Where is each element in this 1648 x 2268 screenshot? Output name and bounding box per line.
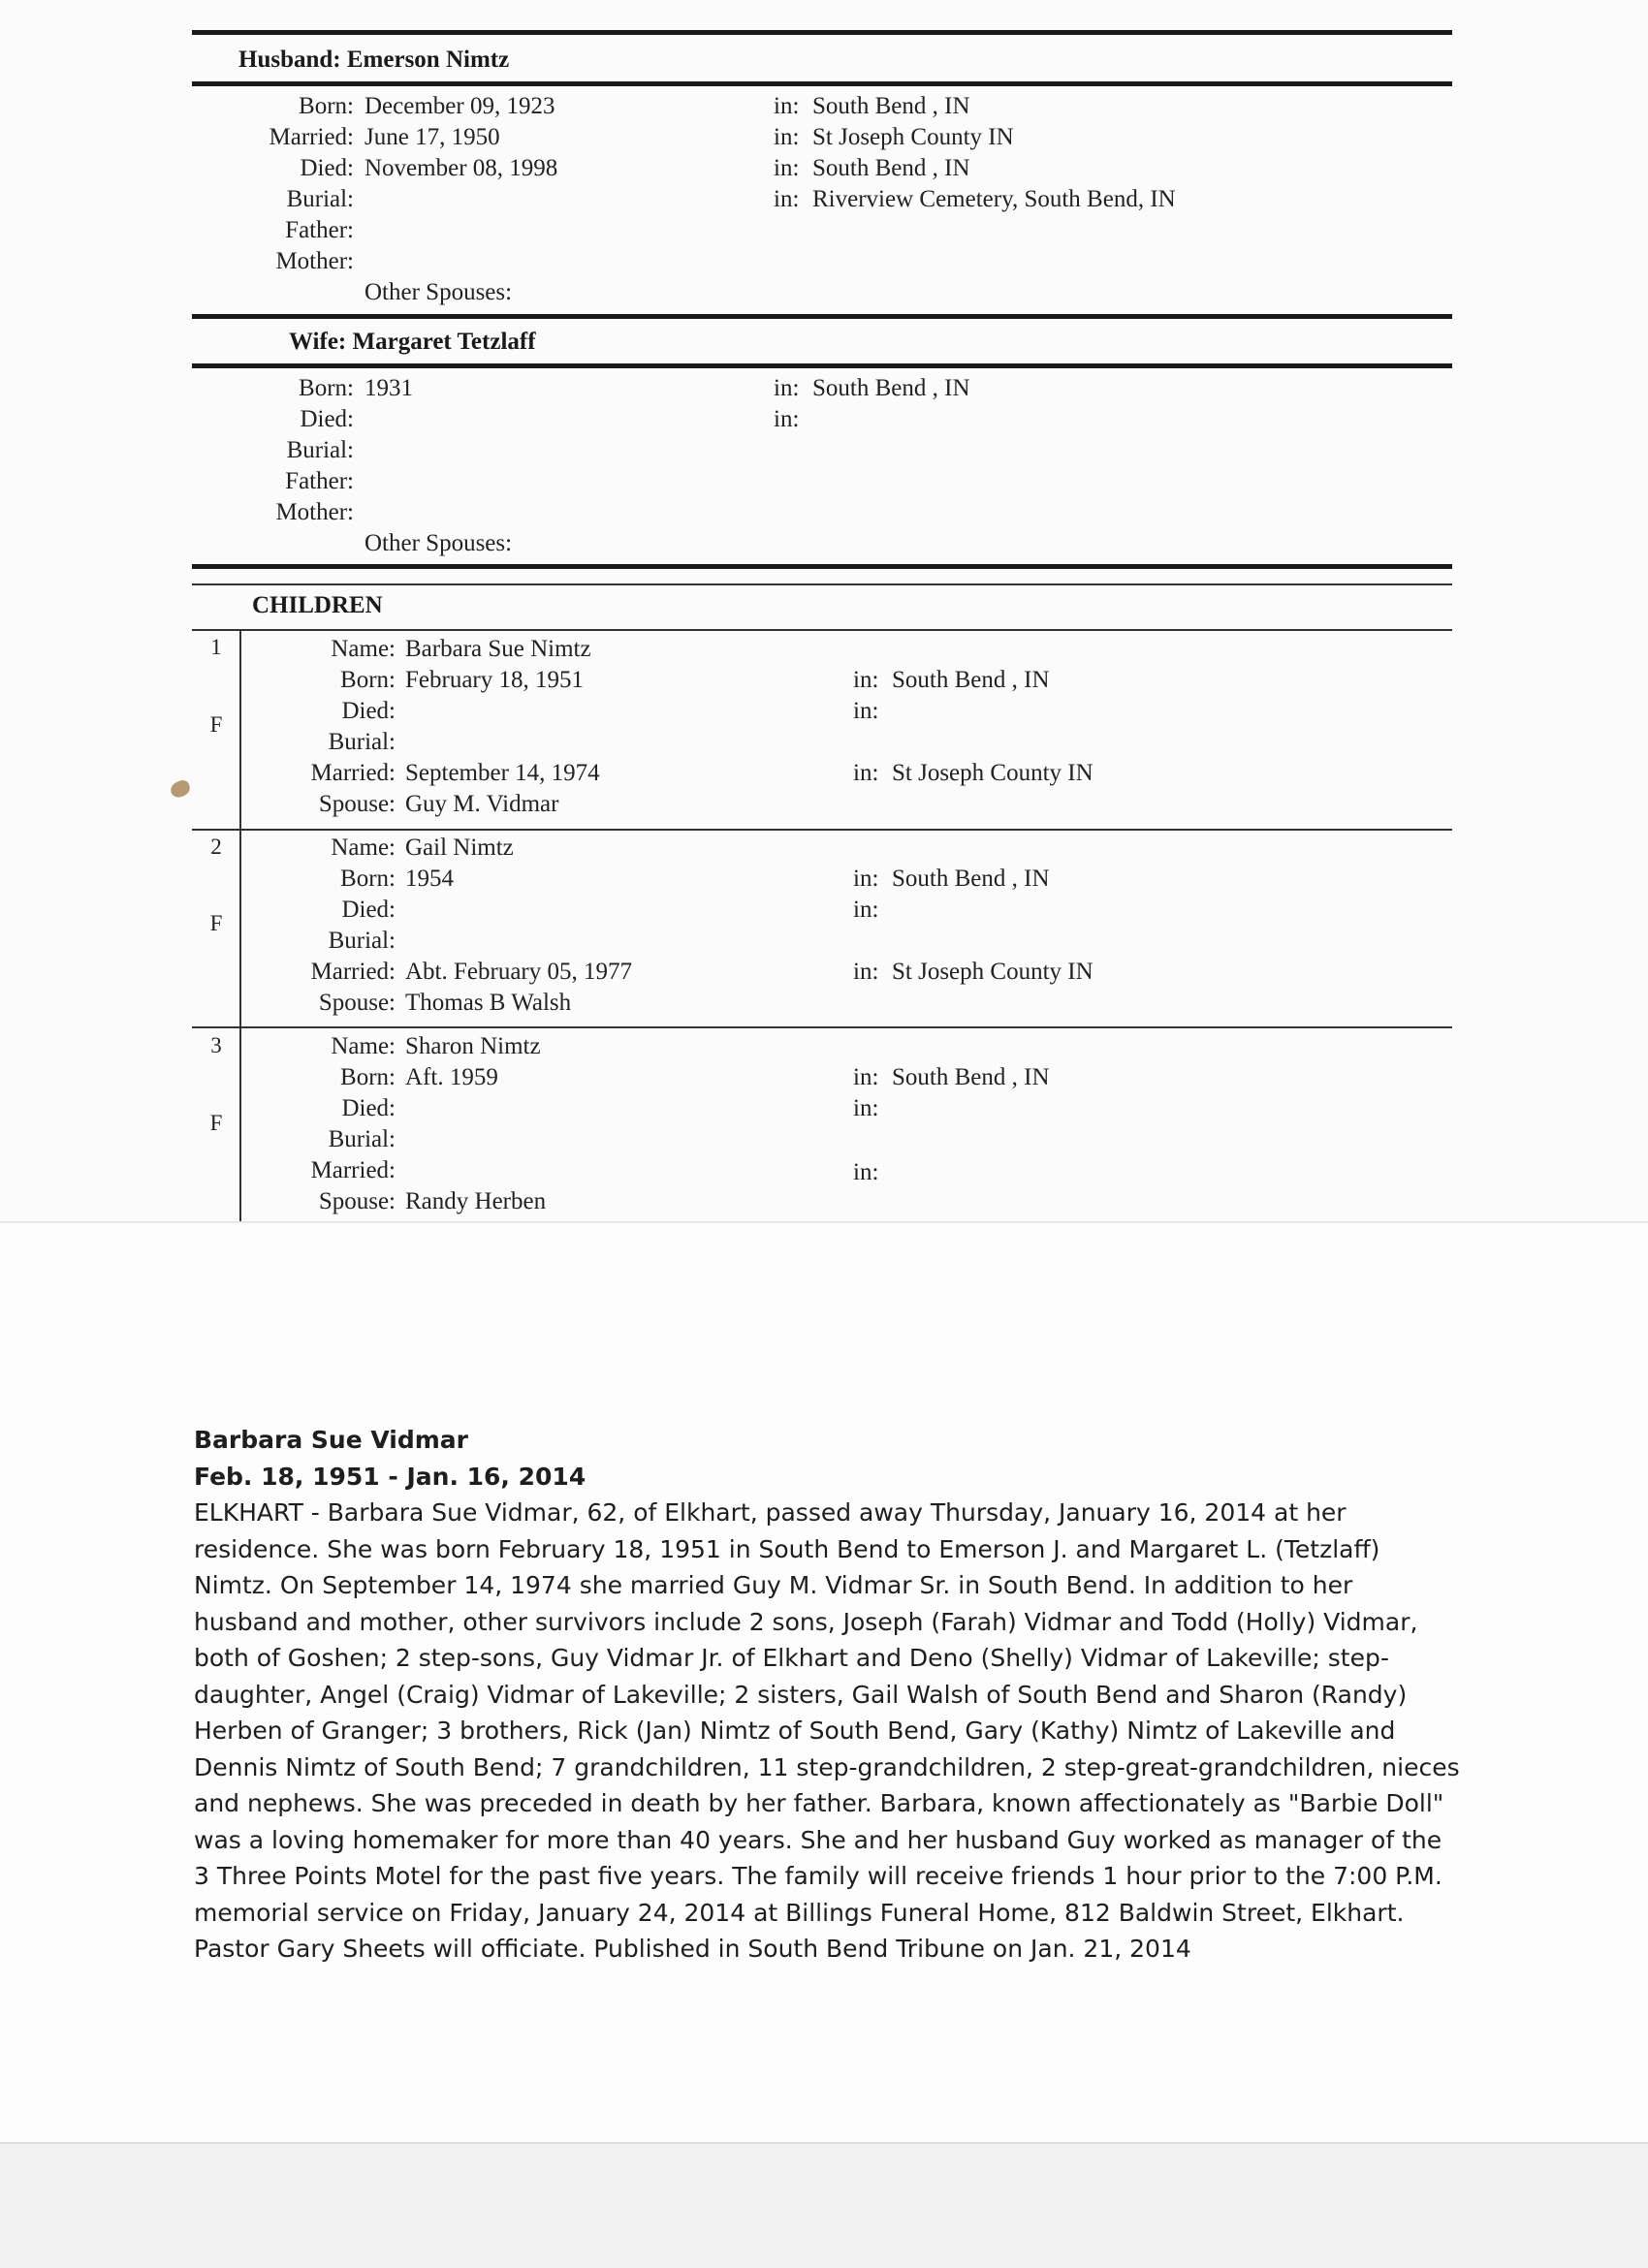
children-header-rule (192, 629, 1452, 631)
wife-header-rule (192, 363, 1452, 368)
obituary (194, 1422, 1464, 1968)
husband-name: Emerson Nimtz (346, 47, 510, 73)
child-spouse-value: Thomas B Walsh (405, 990, 572, 1016)
wife-header (289, 329, 536, 356)
obituary-dates: Feb. 18, 1951 - Jan. 16, 2014 (194, 1462, 586, 1491)
husband-other-spouses-label: Other Spouses: (364, 279, 513, 305)
wife-died-in: in: (774, 406, 800, 432)
child-sex: F (209, 911, 223, 935)
child-born-value: Aft. 1959 (405, 1064, 498, 1090)
husband-header-rule (192, 81, 1452, 86)
wife-born-value: 1931 (364, 375, 413, 401)
paper-stain (169, 778, 192, 800)
child-died-in: in: (853, 897, 879, 923)
wife-top-rule (192, 314, 1452, 319)
child-married-in: in: (853, 1159, 879, 1185)
children-header: CHILDREN (252, 592, 383, 618)
child-married-value: September 14, 1974 (405, 760, 600, 786)
child-spouse-label: Spouse: (318, 791, 396, 817)
wife-other-spouses-label: Other Spouses: (364, 530, 513, 556)
child-spouse-label: Spouse: (318, 1188, 396, 1214)
husband-married-label: Married: (269, 124, 354, 150)
top-rule (192, 30, 1452, 35)
child-sex: F (209, 1111, 223, 1135)
husband-married-in: in: (774, 124, 800, 150)
husband-died-in: in: (774, 155, 800, 181)
husband-header (238, 47, 509, 74)
husband-burial-in: in: (774, 186, 800, 212)
child-number: 2 (210, 835, 222, 859)
child-name-label: Name: (331, 835, 396, 861)
wife-header-label: Wife: (289, 329, 347, 355)
child-born-label: Born: (340, 866, 396, 892)
wife-born-label: Born: (299, 375, 354, 401)
wife-mother-label: Mother: (275, 499, 354, 525)
child-burial-label: Burial: (328, 1126, 396, 1152)
obituary-body: ELKHART - Barbara Sue Vidmar, 62, of Elkhart, passed away Thursday, January 16, 2014 at her residence. She was born February 18, 1951 in South Bend to Emerson J. and Margaret L. (Tetzlaff) Nimtz. On September 14, 1974 she married Guy M. Vidmar Sr. in South Bend. In addition to her husband and mother, other survivors include 2 sons, Joseph (Farah) Vidmar and Todd (Holly) Vidmar, both of Goshen; 2 step-sons, Guy Vidmar Jr. of Elkhart and Deno (Shelly) Vidmar of Lakeville; step-daughter, Angel (Craig) Vidmar of Lakeville; 2 sisters, Gail Walsh of South Bend and Sharon (Randy) Herben of Granger; 3 brothers, Rick (Jan) Nimtz of South Bend, Gary (Kathy) Nimtz of Lakeville and Dennis Nimtz of South Bend; 7 grandchildren, 11 step-grandchildren, 2 step-great-grandchildren, nieces and nephews. She was preceded in death by her father. Barbara, known affectionately as "Barbie Doll" was a loving homemaker for more than 40 years. She and her husband Guy worked as manager of the 3 Three Points Motel for the past five years. The family will receive friends 1 hour prior to the 7:00 P.M. memorial service on Friday, January 24, 2014 at Billings Funeral Home, 812 Baldwin Street, Elkhart. Pastor Gary Sheets will officiate. Published in South Bend Tribune on Jan. 21, 2014 (194, 1498, 1460, 1963)
child-died-in: in: (853, 1095, 879, 1121)
child-number: 3 (210, 1033, 222, 1057)
husband-mother-label: Mother: (275, 248, 354, 274)
child-married-in: in: (853, 760, 879, 786)
child-died-label: Died: (341, 1095, 396, 1121)
child-divider-2 (192, 1026, 1452, 1028)
child-divider-1 (192, 829, 1452, 831)
child-born-place: South Bend , IN (892, 1064, 1050, 1090)
husband-married-place: St Joseph County IN (812, 124, 1014, 150)
children-top-rule-2 (192, 583, 1452, 585)
husband-burial-label: Burial: (286, 186, 354, 212)
husband-died-label: Died: (300, 155, 354, 181)
wife-born-in: in: (774, 375, 800, 401)
child-born-label: Born: (340, 1064, 396, 1090)
wife-burial-label: Burial: (286, 437, 354, 463)
husband-header-label: Husband: (238, 47, 341, 73)
child-died-label: Died: (341, 897, 396, 923)
child-spouse-value: Guy M. Vidmar (405, 791, 559, 817)
child-born-in: in: (853, 667, 879, 693)
scanner-bottom-edge (0, 2142, 1648, 2268)
child-married-label: Married: (310, 1157, 396, 1183)
child-born-place: South Bend , IN (892, 667, 1050, 693)
husband-married-value: June 17, 1950 (364, 124, 500, 150)
wife-died-label: Died: (300, 406, 354, 432)
child-name-label: Name: (331, 636, 396, 662)
husband-burial-place: Riverview Cemetery, South Bend, IN (812, 186, 1176, 212)
child-burial-label: Burial: (328, 928, 396, 954)
husband-died-place: South Bend , IN (812, 155, 970, 181)
child-sex: F (209, 712, 223, 737)
child-married-place: St Joseph County IN (892, 959, 1093, 985)
child-married-value: Abt. February 05, 1977 (405, 959, 632, 985)
child-married-label: Married: (310, 760, 396, 786)
child-born-place: South Bend , IN (892, 866, 1050, 892)
husband-father-label: Father: (285, 217, 354, 243)
child-number: 1 (210, 635, 222, 659)
child-died-label: Died: (341, 698, 396, 724)
child-name-value: Barbara Sue Nimtz (405, 636, 591, 662)
husband-born-value: December 09, 1923 (364, 93, 555, 119)
child-born-label: Born: (340, 667, 396, 693)
children-column-divider (239, 629, 241, 1221)
child-name-label: Name: (331, 1033, 396, 1059)
child-died-in: in: (853, 698, 879, 724)
husband-born-in: in: (774, 93, 800, 119)
child-spouse-value: Randy Herben (405, 1188, 547, 1214)
husband-born-label: Born: (299, 93, 354, 119)
child-burial-label: Burial: (328, 729, 396, 755)
child-born-in: in: (853, 866, 879, 892)
child-born-value: February 18, 1951 (405, 667, 584, 693)
child-name-value: Gail Nimtz (405, 835, 514, 861)
wife-name: Margaret Tetzlaff (352, 329, 536, 355)
wife-born-place: South Bend , IN (812, 375, 970, 401)
children-top-rule (192, 564, 1452, 569)
child-name-value: Sharon Nimtz (405, 1033, 541, 1059)
child-born-value: 1954 (405, 866, 454, 892)
obituary-name: Barbara Sue Vidmar (194, 1426, 469, 1454)
wife-father-label: Father: (285, 468, 354, 494)
child-married-label: Married: (310, 959, 396, 985)
husband-died-value: November 08, 1998 (364, 155, 558, 181)
husband-born-place: South Bend , IN (812, 93, 970, 119)
child-born-in: in: (853, 1064, 879, 1090)
child-married-in: in: (853, 959, 879, 985)
child-spouse-label: Spouse: (318, 990, 396, 1016)
child-married-place: St Joseph County IN (892, 760, 1093, 786)
